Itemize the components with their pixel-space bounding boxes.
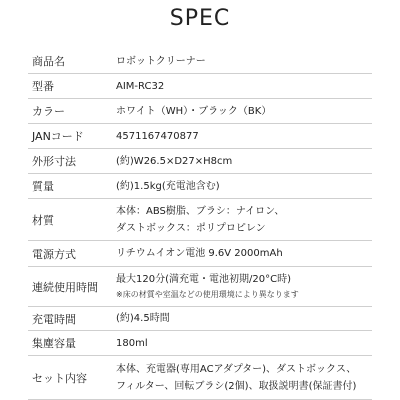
row-label: 質量	[32, 180, 54, 193]
spec-row-material	[28, 199, 372, 241]
row-label: 商品名	[32, 55, 65, 68]
row-label: 集塵容量	[32, 337, 76, 350]
row-label: 型番	[32, 80, 54, 93]
row-label: 材質	[32, 213, 54, 227]
row-value: (約)4.5時間	[116, 313, 170, 324]
row-value: (約)1.5kg(充電池含む)	[116, 180, 220, 192]
row-value: 本体：ABS樹脂、ブラシ：ナイロン、 ダストボックス：ポリプロピレン	[116, 205, 285, 234]
row-label: 外形寸法	[32, 155, 76, 168]
row-label: セット内容	[32, 371, 87, 385]
spec-row-charge-time	[28, 307, 372, 331]
row-value: リチウムイオン電池 9.6V 2000mAh	[116, 248, 283, 259]
row-value: AIM-RC32	[116, 80, 165, 92]
spec-row-runtime	[28, 267, 372, 307]
row-value: ホワイト（WH）・ブラック（BK）	[116, 105, 272, 117]
spec-row-power	[28, 241, 372, 267]
row-value: 4571167470877	[116, 130, 199, 142]
page-title: SPEC	[169, 6, 231, 31]
spec-row-jan	[28, 124, 372, 149]
row-label: 充電時間	[32, 312, 76, 326]
spec-row-dimensions	[28, 149, 372, 174]
row-value: 本体、充電器(専用ACアダプター)、ダストボックス、 フィルター、回転ブラシ(2個)、取扱説明書(保証書付)	[116, 363, 357, 392]
spec-row-contents	[28, 356, 372, 400]
spec-row-product-name	[28, 49, 372, 74]
row-value: 180ml	[116, 337, 148, 349]
row-label: 連続使用時間	[32, 280, 98, 294]
spec-row-color	[28, 99, 372, 124]
spec-row-dust-capacity	[28, 331, 372, 356]
runtime-note: ※床の材質や室温などの使用環境により異なります	[116, 290, 299, 299]
row-label: カラー	[32, 105, 65, 118]
spec-table	[28, 49, 372, 400]
row-value: ロボットクリーナー	[116, 55, 206, 67]
row-value: (約)W26.5×D27×H8cm	[116, 155, 233, 167]
row-label: JANコード	[32, 130, 84, 143]
row-label: 電源方式	[32, 247, 76, 261]
row-value: 最大120分(満充電・電池初期/20°C時) ※床の材質や室温などの使用環境により異なります	[116, 271, 372, 302]
spec-row-weight	[28, 174, 372, 199]
spec-row-model	[28, 74, 372, 99]
